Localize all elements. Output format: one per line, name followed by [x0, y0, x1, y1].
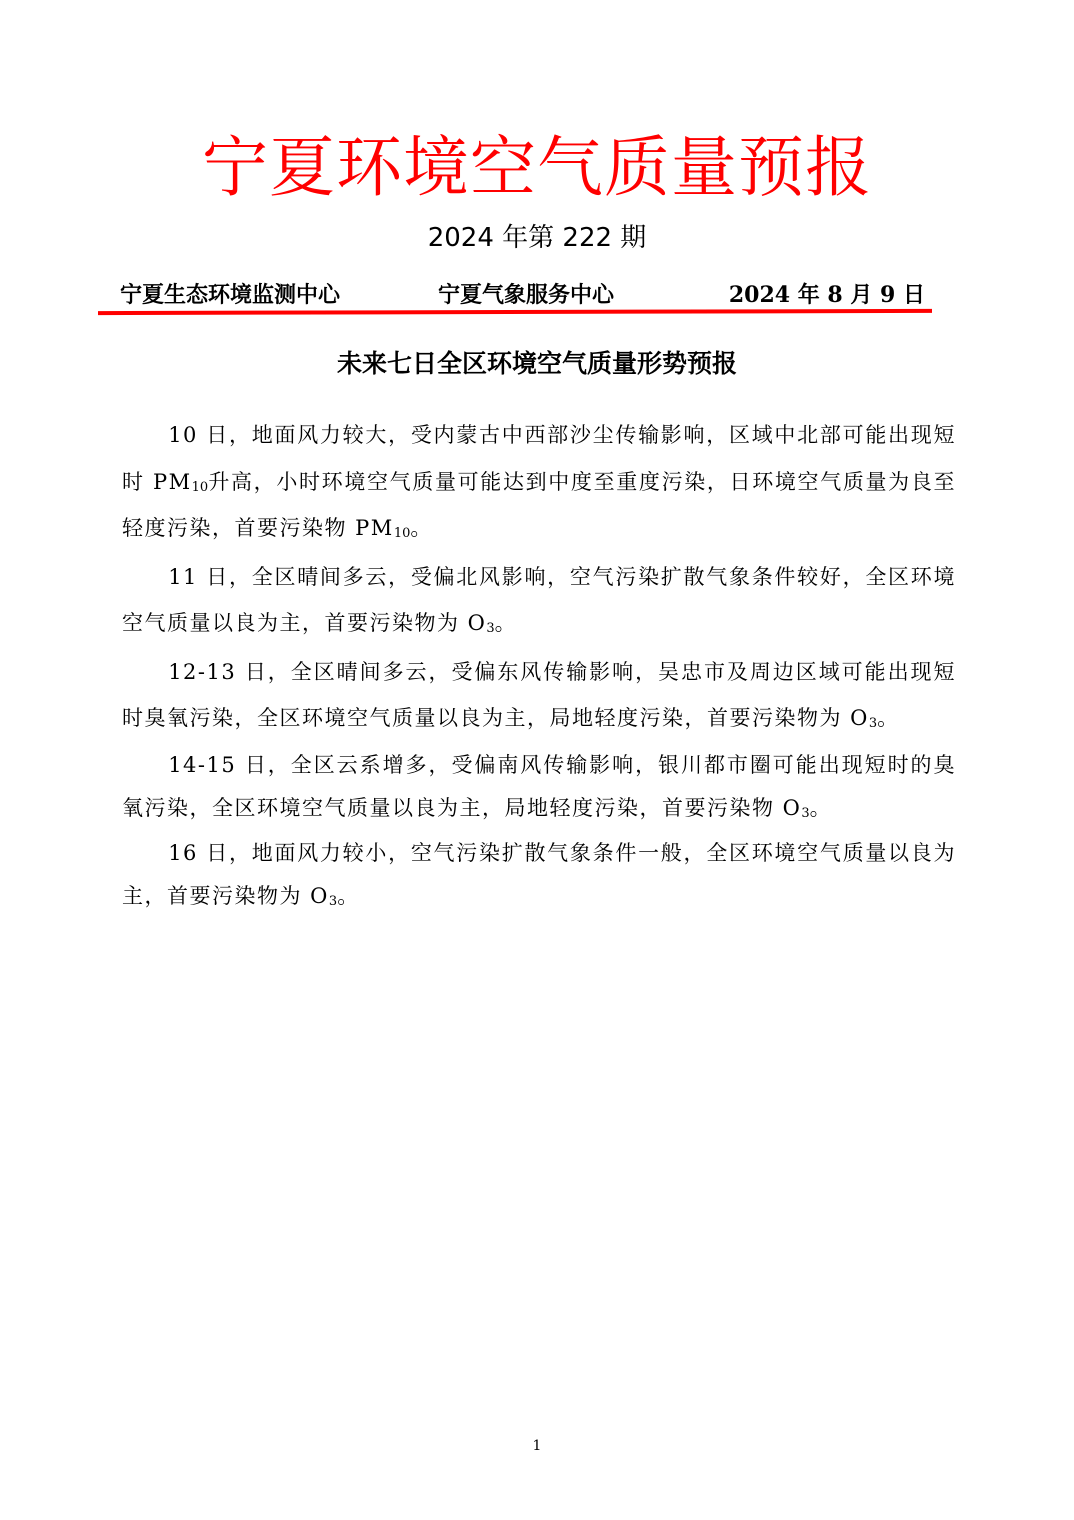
paragraph-text: 12-13 日，全区晴间多云，受偏东风传输影响，吴忠市及周边区域可能出现短时臭氧污染，全区环境空气质量以良为主，局地轻度污染，首要污染物为 O: [122, 659, 956, 730]
subscript: 3: [328, 893, 338, 909]
subscript: 3: [868, 716, 878, 731]
issuing-org-meteorological-center: 宁夏气象服务中心: [438, 282, 615, 308]
red-divider-rule: [98, 309, 932, 315]
subscript: 10: [191, 479, 209, 495]
issuing-org-monitoring-center: 宁夏生态环境监测中心: [120, 282, 341, 308]
masthead: [120, 277, 925, 313]
paragraph-text: 升高，小时环境空气质量可能达到中度至重度污染，日环境空气质量为良至轻度污染，首要污染物 PM: [122, 469, 957, 540]
forecast-body: [122, 412, 956, 920]
paragraph-text: 10 日，地面风力较大，受内蒙古中西部沙尘传输影响，区域中北部可能出现短时 PM: [122, 423, 956, 494]
paragraph-text: 。: [494, 611, 518, 635]
document-title: 宁夏环境空气质量预报: [202, 129, 872, 206]
paragraph-text: 16 日，地面风力较小，空气污染扩散气象条件一般，全区环境空气质量以良为主，首要污染物为 O: [122, 840, 956, 908]
paragraph-text: 。: [337, 883, 360, 908]
subscript: 3: [486, 621, 495, 636]
page-number: 1: [532, 1438, 542, 1454]
paragraph-text: 。: [877, 706, 900, 730]
section-title: 未来七日全区环境空气质量形势预报: [336, 349, 737, 378]
forecast-paragraph-day11: [122, 554, 956, 647]
issue-date: 2024 年 8 月 9 日: [728, 282, 925, 308]
paragraph-text: 14-15 日，全区云系增多，受偏南风传输影响，银川都市圈可能出现短时的臭氧污染，全区环境空气质量以良为主，局地轻度污染，首要污染物 O: [122, 752, 956, 820]
subscript: 10: [393, 526, 411, 541]
paragraph-text: 。: [809, 795, 833, 820]
forecast-paragraph-day16: [122, 832, 956, 918]
paragraph-text: 。: [410, 516, 433, 540]
forecast-paragraph-day14-15: [122, 744, 956, 830]
subscript: 3: [801, 805, 810, 821]
paragraph-text: 11 日，全区晴间多云，受偏北风影响，空气污染扩散气象条件较好，全区环境空气质量以良为主，首要污染物为 O: [122, 564, 956, 635]
issue-number: 2024 年第 222 期: [427, 223, 647, 253]
forecast-paragraph-day12-13: [122, 649, 956, 742]
forecast-paragraph-day10: [122, 412, 956, 552]
